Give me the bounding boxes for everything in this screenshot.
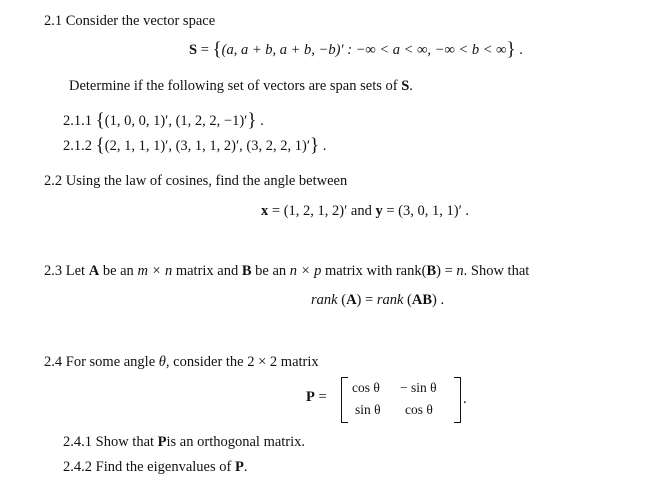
instruction-text: Determine if the following set of vectors are span sets of [69, 78, 402, 94]
right-brace: } [247, 110, 257, 131]
period: . [463, 391, 467, 407]
set-s-bold: S [401, 78, 410, 94]
span-set-instruction [69, 77, 413, 95]
y-value: (3, 0, 1, 1)′ [398, 203, 462, 219]
item-number: 2.1.1 [63, 113, 92, 129]
matrix-cell-1-1: cos θ [352, 380, 380, 395]
and-text: and [350, 203, 372, 219]
dimension-n-p: n × p [289, 263, 322, 279]
matrix-cell-2-1: sin θ [355, 402, 381, 417]
rank-close-text: ) = [436, 263, 453, 279]
section-2-1-heading: 2.1 Consider the vector space [44, 13, 216, 29]
right-bracket [454, 377, 461, 423]
matrix-label [306, 389, 327, 406]
paren: ) [356, 292, 362, 308]
matrix-p-symbol: P [234, 459, 244, 475]
x-value: (1, 2, 1, 2)′ [283, 203, 348, 219]
right-brace: } [310, 135, 320, 156]
show-that-text: . Show that [463, 263, 530, 279]
item-number: 2.1.2 [63, 138, 92, 154]
item-number: 2.4.2 [63, 459, 92, 475]
heading-text: , consider the 2 × 2 matrix [165, 354, 319, 370]
item-2-1-2 [63, 137, 326, 155]
vector-space-definition: (a, a + b, a + b, −b)′ : −∞ < a < ∞, −∞ < b < ∞ [221, 42, 507, 58]
period: . [436, 292, 445, 308]
n-symbol: n [456, 263, 464, 279]
equals-sign: = [200, 42, 213, 58]
matrix-ab-symbol: AB [411, 292, 433, 308]
matrix-and-text: matrix and [175, 263, 239, 279]
matrix-p-symbol: P [157, 434, 167, 450]
vector-space-equation [189, 41, 523, 59]
matrix-cell-1-2: − sin θ [400, 380, 437, 395]
matrix-b-symbol: B [426, 263, 437, 279]
matrix-a-symbol: A [88, 263, 100, 279]
paren: ( [407, 292, 412, 308]
item-text: . [243, 459, 248, 475]
equals-sign: = [318, 389, 327, 405]
matrix-cell-2-2: cos θ [405, 402, 433, 417]
paren: ) [432, 292, 437, 308]
left-brace: { [212, 39, 222, 60]
rank-equation [311, 291, 444, 309]
period: . [319, 138, 327, 154]
be-an-text: be an [102, 263, 134, 279]
left-brace: { [95, 135, 105, 156]
equals-sign: = [271, 203, 284, 219]
set-s-symbol: S [189, 42, 198, 58]
section-2-4-heading [44, 353, 319, 371]
y-symbol: y [375, 203, 383, 219]
heading-text: 2.4 For some angle [44, 354, 156, 370]
period: . [409, 78, 413, 94]
matrix-b-symbol: B [241, 263, 252, 279]
matrix-p-symbol: P [306, 389, 315, 405]
period: . [461, 203, 469, 219]
period: . [256, 113, 264, 129]
vector-list: (1, 0, 0, 1)′, (1, 2, 2, −1)′ [104, 113, 248, 129]
equals-sign: = [365, 292, 377, 308]
item-2-4-2 [63, 458, 247, 476]
left-brace: { [95, 110, 105, 131]
item-2-4-1 [63, 433, 305, 451]
left-bracket [341, 377, 348, 423]
paren: ( [341, 292, 347, 308]
item-text: Show that [95, 434, 155, 450]
item-number: 2.4.1 [63, 434, 92, 450]
right-brace: } [506, 39, 516, 60]
item-2-1-1 [63, 112, 264, 130]
section-2-3-heading [44, 262, 529, 280]
vectors-x-y-equation [261, 202, 469, 220]
theta-symbol: θ [158, 354, 166, 370]
rotation-matrix [306, 377, 476, 423]
rank-function: rank [376, 292, 404, 308]
item-text: is an orthogonal matrix. [166, 434, 306, 450]
item-text: Find the eigenvalues of [95, 459, 232, 475]
section-2-2-heading: 2.2 Using the law of cosines, find the angle between [44, 173, 348, 189]
rank-function: rank [311, 292, 338, 308]
equals-sign: = [386, 203, 399, 219]
x-symbol: x [261, 203, 269, 219]
let-text: 2.3 Let [44, 263, 86, 279]
period: . [519, 42, 523, 58]
matrix-a-symbol: A [346, 292, 357, 308]
be-an-text: be an [255, 263, 287, 279]
dimension-m-n: m × n [137, 263, 173, 279]
matrix-with-text: matrix with rank( [324, 263, 427, 279]
vector-list: (2, 1, 1, 1)′, (3, 1, 1, 2)′, (3, 2, 2, 1)′ [104, 138, 310, 154]
